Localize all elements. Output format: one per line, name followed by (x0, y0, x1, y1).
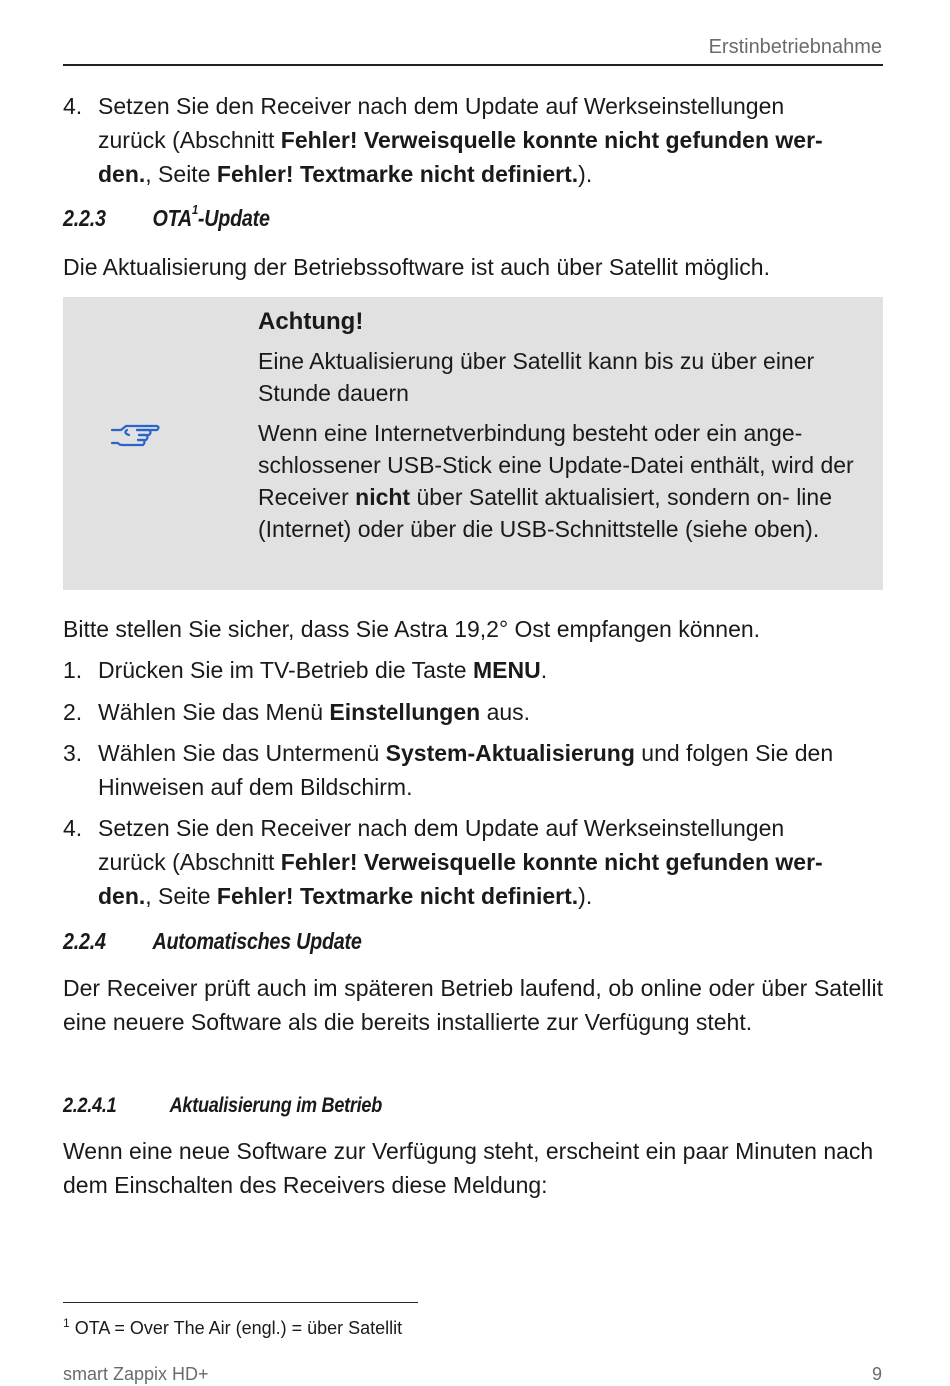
warning-paragraph: Wenn eine Internetverbindung besteht oder ein ange- schlossener USB-Stick eine Update-Datei enthält, wird der Receiver nicht über Satellit aktualisiert, sondern on- line (Internet) oder über die USB-Schnittstelle (siehe oben). (258, 420, 854, 542)
section-number: 2.2.3 (63, 205, 106, 231)
section-number: 2.2.4.1 (63, 1094, 117, 1117)
step-number: 4. (63, 93, 83, 119)
step-4 (63, 811, 883, 913)
footer-product-name: smart Zappix HD+ (63, 1364, 209, 1384)
step-number: 3. (63, 740, 83, 766)
footnote: $^1$ OTA = Over The Air (engl.) = über Satellit (63, 1316, 403, 1338)
automatic-update-paragraph: Der Receiver prüft auch im späteren Betrieb laufend, ob online oder über Satellit eine neuere Software als die bereits installierte zur Verfügung steht. (63, 975, 883, 1035)
section-heading-2-2-4: 2.2.4 Automatisches Update (63, 928, 362, 954)
page-number: 9 (871, 1364, 882, 1384)
section-heading-2-2-3: 2.2.3 OTA$^1$-Update (63, 202, 270, 231)
section-number: 2.2.4 (63, 928, 106, 954)
warning-paragraph: Eine Aktualisierung über Satellit kann bis zu über einer Stunde dauern (258, 348, 815, 406)
running-header: Erstinbetriebnahme (708, 36, 882, 58)
warning-title: Achtung! (258, 308, 364, 335)
step-2: 2. Wählen Sie das Menü Einstellungen aus. (63, 695, 883, 729)
step-line: Setzen Sie den Receiver nach dem Update auf Werkseinstellungen (98, 93, 785, 119)
step-line: zurück (Abschnitt Fehler! Verweisquelle konnte nicht gefunden wer- (98, 849, 823, 875)
step-number: 4. (63, 815, 83, 841)
intro-paragraph: Die Aktualisierung der Betriebssoftware ist auch über Satellit möglich. (63, 254, 770, 280)
step-line: zurück (Abschnitt Fehler! Verweisquelle konnte nicht gefunden wer- (98, 127, 823, 153)
step-1: 1. Drücken Sie im TV-Betrieb die Taste MENU. (63, 653, 883, 687)
footnote-ref[interactable]: 1 (191, 202, 198, 218)
step-line: den., Seite Fehler! Textmarke nicht definiert.). (98, 883, 593, 909)
step-number: 1. (63, 657, 83, 683)
step-line: Setzen Sie den Receiver nach dem Update auf Werkseinstellungen (98, 815, 785, 841)
astra-note: Bitte stellen Sie sicher, dass Sie Astra 19,2° Ost empfangen können. (63, 616, 761, 642)
top-step-4 (63, 89, 883, 191)
update-message-paragraph: Wenn eine neue Software zur Verfügung steht, erscheint ein paar Minuten nach dem Einschalten des Receivers diese Meldung: (63, 1138, 874, 1198)
pointing-hand-icon (109, 422, 163, 452)
footnote-rule (63, 1302, 418, 1303)
section-heading-2-2-4-1: 2.2.4.1 Aktualisierung im Betrieb (63, 1094, 382, 1117)
step-3: 3. Wählen Sie das Untermenü System-Aktualisierung und folgen Sie den Hinweisen auf dem Bildschirm. (63, 736, 848, 804)
step-number: 2. (63, 699, 83, 725)
warning-box (63, 297, 883, 590)
warning-content (258, 305, 873, 553)
header-rule (63, 64, 883, 66)
step-line: den., Seite Fehler! Textmarke nicht definiert.). (98, 161, 593, 187)
